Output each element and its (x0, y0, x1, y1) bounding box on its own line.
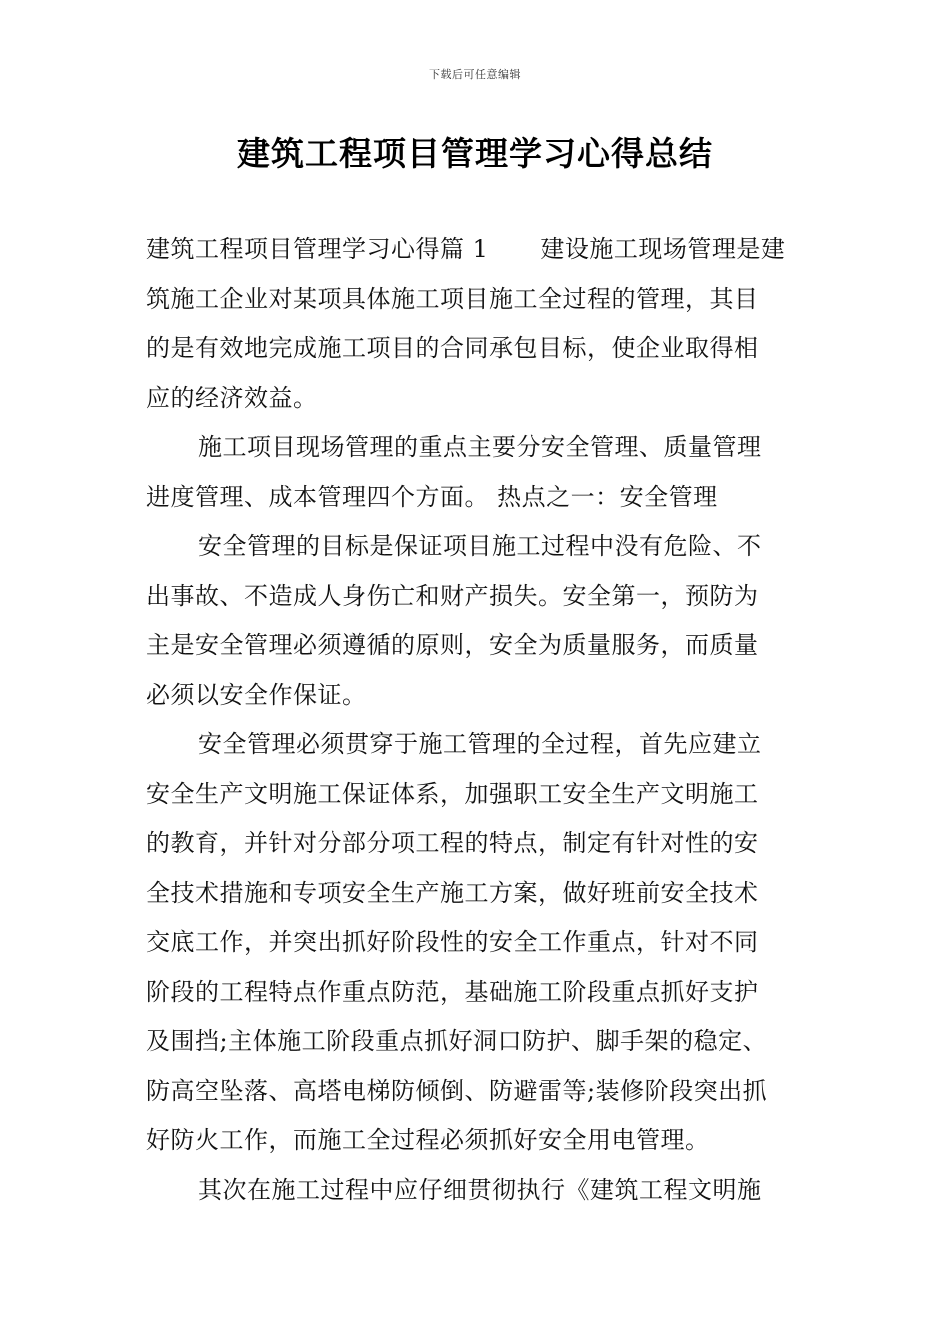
paragraph-line: 安全生产文明施工保证体系，加强职工安全生产文明施工 (146, 779, 759, 808)
paragraph-line: 的是有效地完成施工项目的合同承包目标，使企业取得相 (146, 334, 759, 362)
paragraph-line: 的教育，并针对分部分项工程的特点，制定有针对性的安 (146, 829, 759, 857)
paragraph-line: 应的经济效益。 (146, 383, 318, 412)
paragraph-line: 进度管理、成本管理四个方面。 热点之一：安全管理 (146, 482, 718, 511)
paragraph-line: 出事故、不造成人身伤亡和财产损失。安全第一，预防为 (146, 581, 759, 610)
paragraph-line: 必须以安全作保证。 (146, 680, 367, 709)
paragraph-line: 筑施工企业对某项具体施工项目施工全过程的管理，其目 (146, 284, 759, 313)
paragraph-line: 施工项目现场管理的重点主要分安全管理、质量管理 (198, 433, 762, 461)
paragraph-line: 阶段的工程特点作重点防范，基础施工阶段重点抓好支护 (146, 977, 759, 1006)
paragraph-line: 其次在施工过程中应仔细贯彻执行《建筑工程文明施 (198, 1175, 762, 1204)
section-heading: 建筑工程项目管理学习心得篇 1 (146, 235, 489, 263)
paragraph-line (146, 225, 806, 275)
paragraph-text: 建设施工现场管理是建 (540, 235, 786, 263)
document-title: 建筑工程项目管理学习心得总结 (237, 134, 713, 173)
paragraph-line: 防高空坠落、高塔电梯防倾倒、防避雷等;装修阶段突出抓 (146, 1076, 768, 1105)
paragraph-line: 安全管理的目标是保证项目施工过程中没有危险、不 (198, 532, 762, 560)
paragraph-line: 全技术措施和专项安全生产施工方案，做好班前安全技术 (146, 878, 759, 907)
paragraph-line: 安全管理必须贯穿于施工管理的全过程，首先应建立 (198, 730, 762, 758)
document-body (146, 225, 806, 1215)
paragraph-line: 交底工作，并突出抓好阶段性的安全工作重点，针对不同 (146, 928, 759, 956)
paragraph-line: 主是安全管理必须遵循的原则，安全为质量服务，而质量 (146, 631, 759, 659)
paragraph-line: 及围挡;主体施工阶段重点抓好洞口防护、脚手架的稳定、 (146, 1027, 768, 1055)
page-header-note: 下载后可任意编辑 (429, 68, 521, 81)
paragraph-line: 好防火工作，而施工全过程必须抓好安全用电管理。 (146, 1126, 710, 1154)
